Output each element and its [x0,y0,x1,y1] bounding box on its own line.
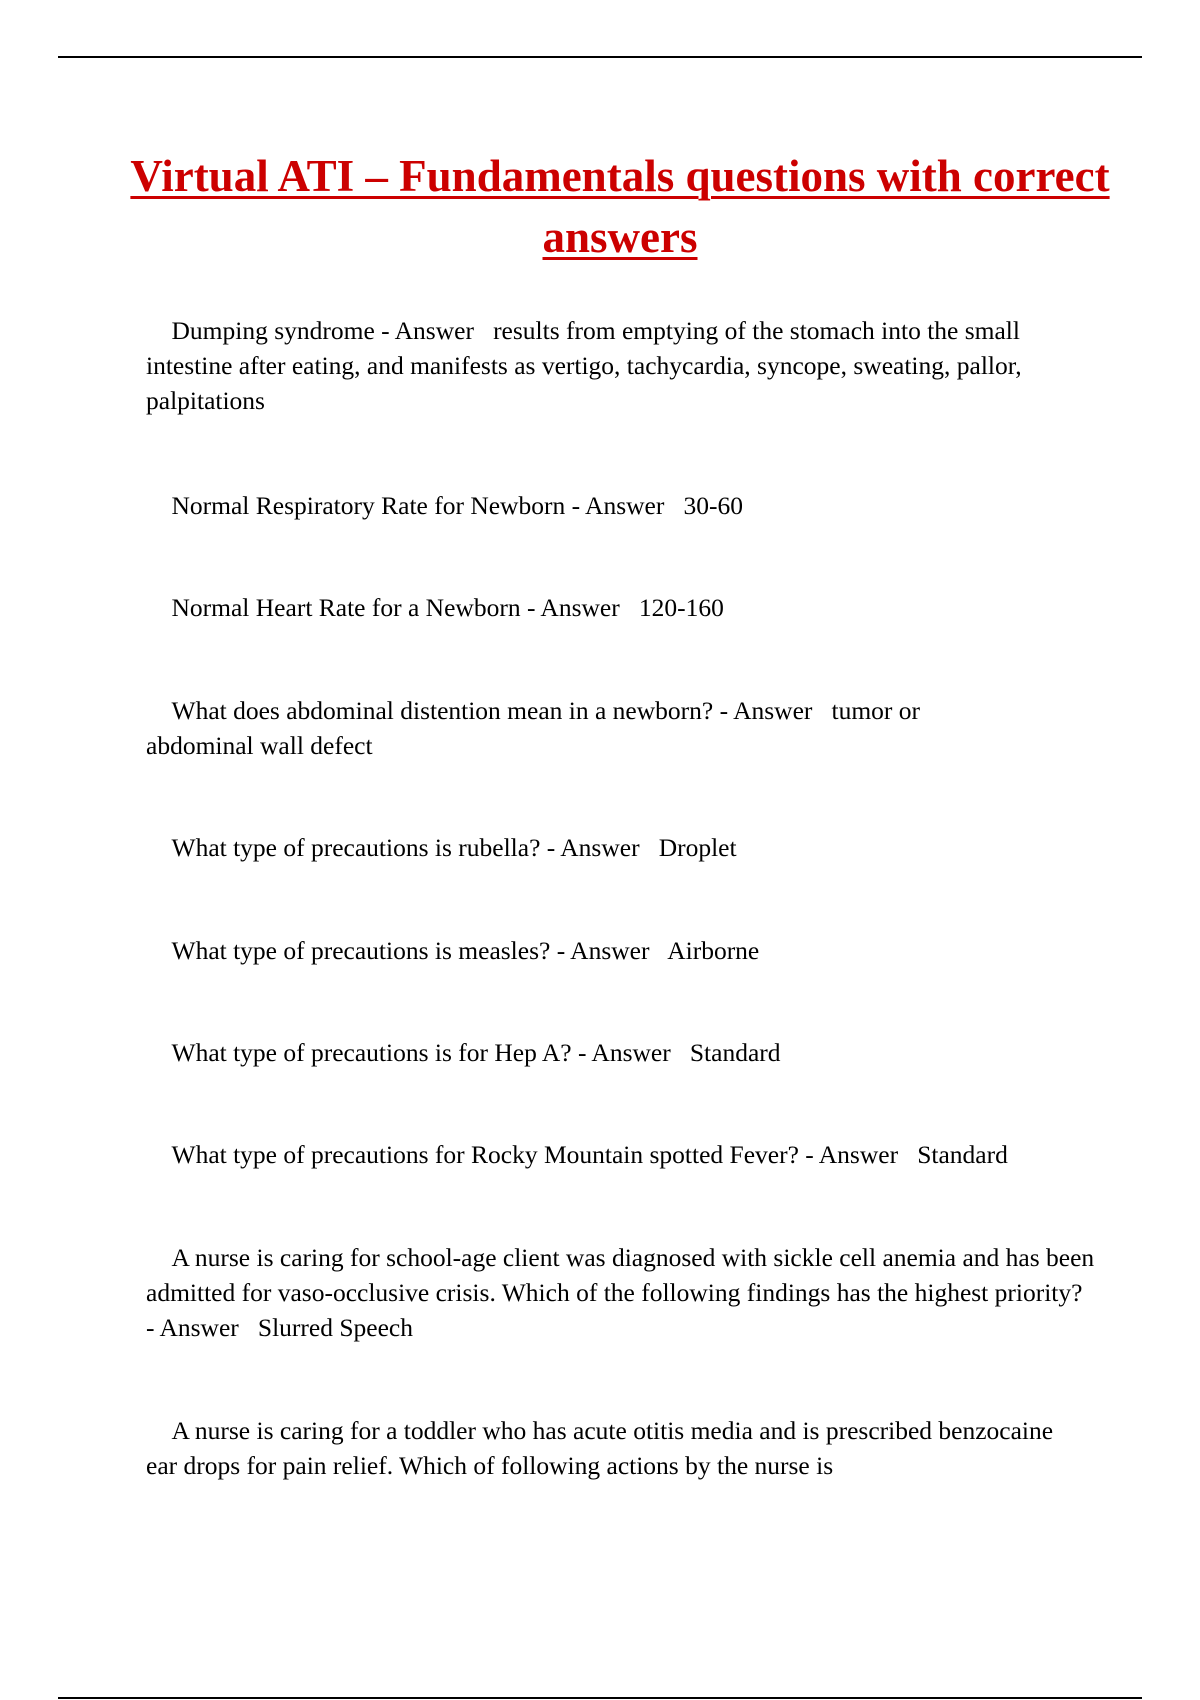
qa-question: What type of precautions for Rocky Mountain spotted Fever? [171,1140,799,1169]
qa-question: Normal Respiratory Rate for Newborn [171,491,566,520]
bottom-divider [58,1697,1142,1699]
qa-item [146,1102,1146,1207]
qa-answer: 30-60 [683,491,743,520]
qa-question: Normal Heart Rate for a Newborn [171,593,521,622]
top-divider [58,56,1142,58]
qa-item [146,1378,1066,1518]
qa-question: A nurse is caring for a toddler who has acute otitis media and is prescribed benzocaine ear drops for pain relief. Which of following actions by the nurse is [146,1416,1060,1480]
qa-separator: - Answer [540,833,659,862]
qa-question: What type of precautions is measles? [171,936,551,965]
qa-separator: - Answer [565,491,684,520]
qa-answer: Standard [689,1038,781,1067]
qa-answer: tumor or abdominal wall defect [146,696,927,760]
qa-answer: Standard [917,1140,1008,1169]
qa-question: A nurse is caring for school-age client was diagnosed with sickle cell anemia and has been admitted for vaso-occlusive crisis. Which of the following findings has the highest priority? [146,1243,1101,1307]
qa-separator: - Answer [571,1038,690,1067]
qa-item [146,1205,1101,1380]
document-title: Virtual ATI – Fundamentals questions with correct answers [130,151,1110,262]
qa-separator: - Answer [798,1140,918,1169]
qa-separator: - Answer [520,593,639,622]
qa-item [146,795,1096,900]
qa-separator: - Answer [713,696,832,725]
qa-item [146,278,1096,453]
qa-question: What type of precautions is for Hep A? [171,1038,572,1067]
qa-answer: Droplet [658,833,737,862]
qa-item [146,898,1096,1003]
qa-item [146,453,1096,558]
qa-answer: 120-160 [638,593,724,622]
qa-answer: Airborne [667,936,760,965]
qa-question: What does abdominal distention mean in a newborn? [171,696,714,725]
qa-question: What type of precautions is rubella? [171,833,541,862]
qa-item [146,658,1006,798]
qa-item [146,555,1096,660]
qa-separator: - Answer [374,316,494,345]
qa-answer: Slurred Speech [257,1313,413,1342]
qa-separator: - Answer [550,936,668,965]
qa-answer: results from emptying of the stomach into the small intestine after eating, and manifests as vertigo, tachycardia, syncope, sweating, pallor, palpitations [146,316,1028,415]
qa-question: Dumping syndrome [171,316,375,345]
qa-item [146,1000,1096,1105]
qa-separator: - Answer [146,1278,1089,1342]
